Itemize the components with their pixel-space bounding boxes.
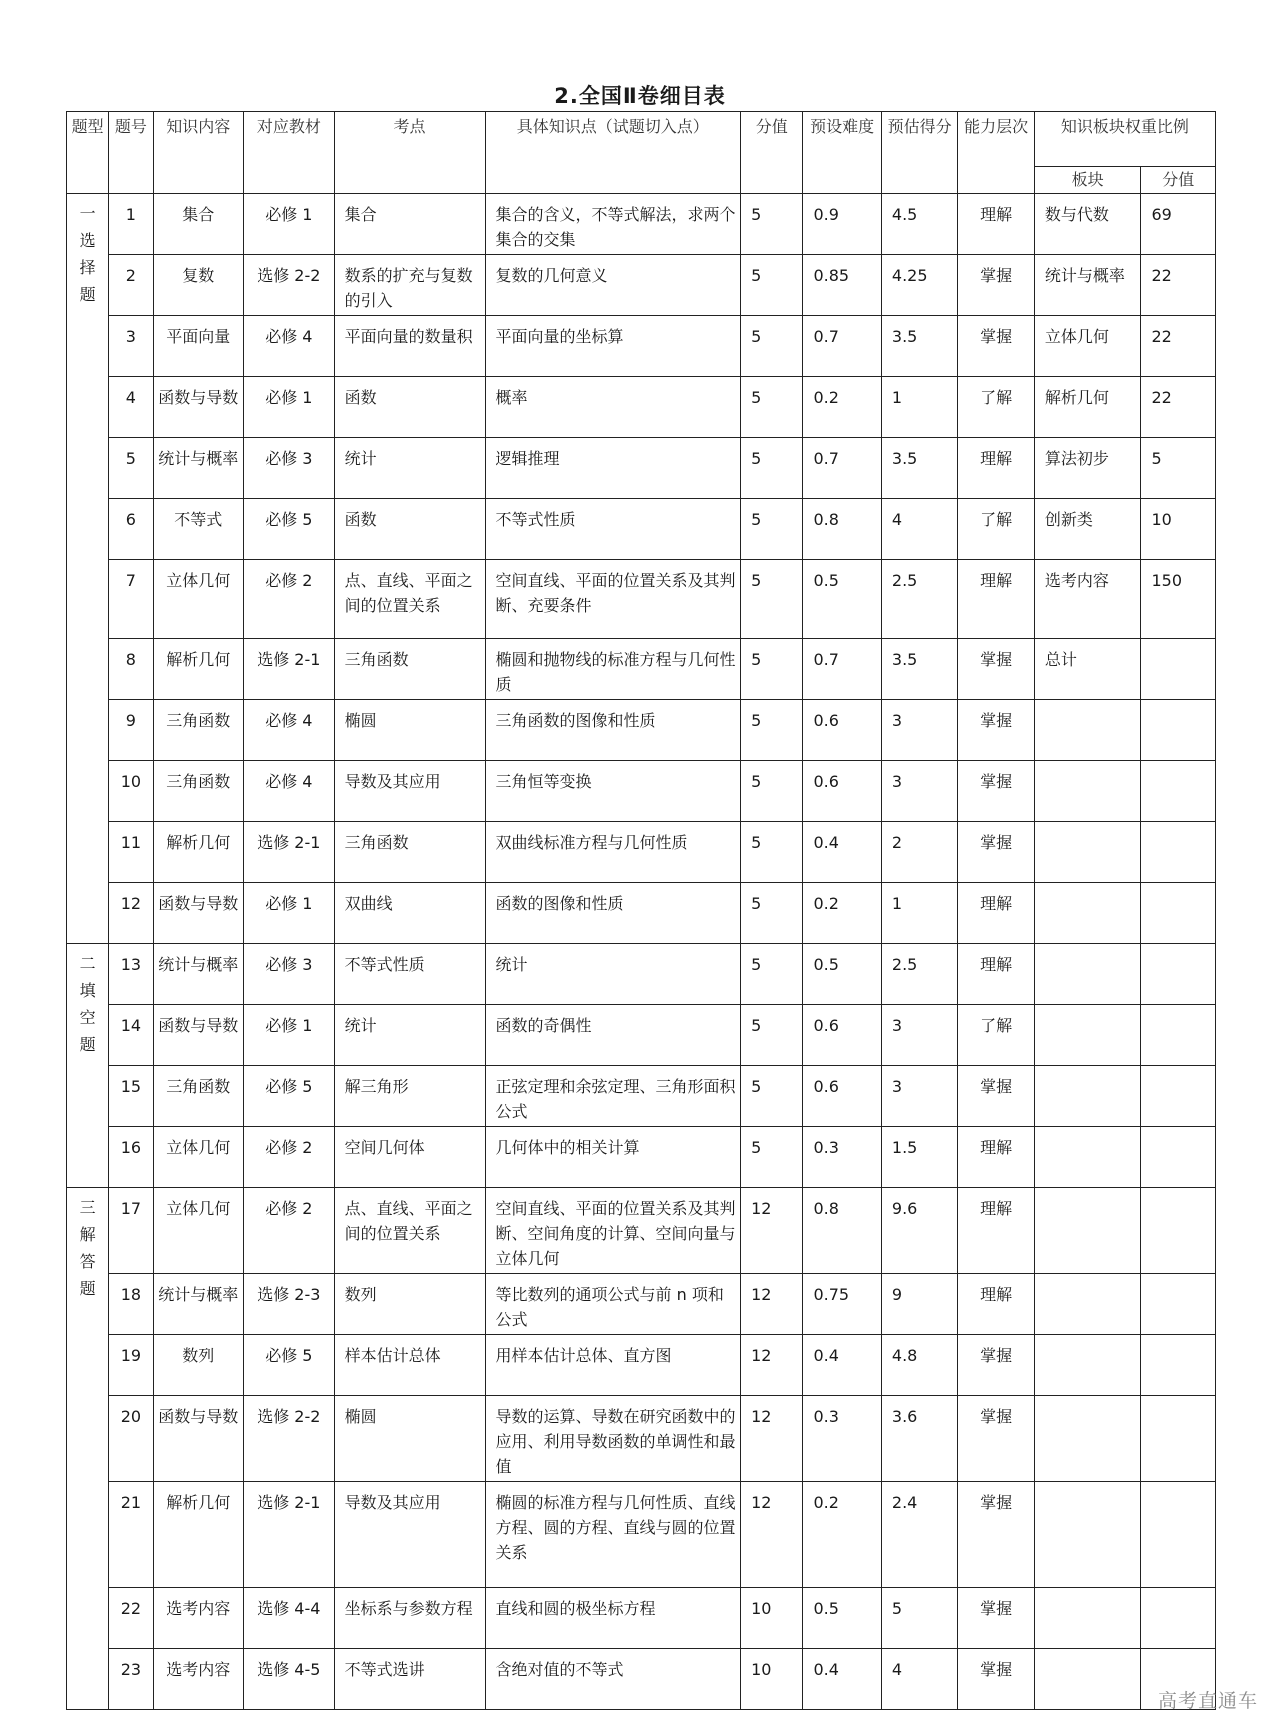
block-score-cell — [1141, 944, 1216, 1005]
ability-cell: 掌握 — [958, 700, 1034, 761]
textbook-cell: 必修 4 — [244, 316, 335, 377]
table-row — [67, 1066, 1216, 1127]
textbook-cell: 选修 2-1 — [244, 639, 335, 700]
block-cell — [1034, 1396, 1141, 1482]
question-number: 14 — [109, 1005, 153, 1066]
block-score-cell — [1141, 1127, 1216, 1188]
score-cell: 5 — [741, 944, 803, 1005]
expected-cell: 3 — [881, 700, 957, 761]
block-cell — [1034, 1274, 1141, 1335]
score-cell: 12 — [741, 1274, 803, 1335]
expected-cell: 4.8 — [881, 1335, 957, 1396]
difficulty-cell: 0.7 — [803, 639, 881, 700]
textbook-cell: 必修 3 — [244, 438, 335, 499]
knowledge-cell: 立体几何 — [153, 1127, 244, 1188]
block-cell: 统计与概率 — [1034, 255, 1141, 316]
block-score-cell — [1141, 1482, 1216, 1588]
textbook-cell: 选修 2-1 — [244, 1482, 335, 1588]
topic-cell: 样本估计总体 — [334, 1335, 485, 1396]
score-cell: 5 — [741, 255, 803, 316]
score-cell: 5 — [741, 1127, 803, 1188]
difficulty-cell: 0.2 — [803, 883, 881, 944]
block-score-cell: 22 — [1141, 377, 1216, 438]
textbook-cell: 必修 2 — [244, 1127, 335, 1188]
block-cell — [1034, 1482, 1141, 1588]
detail-cell: 复数的几何意义 — [485, 255, 741, 316]
block-score-cell — [1141, 1335, 1216, 1396]
header-block-score: 分值 — [1141, 167, 1216, 194]
question-number: 22 — [109, 1588, 153, 1649]
difficulty-cell: 0.5 — [803, 1588, 881, 1649]
topic-cell: 数系的扩充与复数的引入 — [334, 255, 485, 316]
topic-cell: 导数及其应用 — [334, 761, 485, 822]
ability-cell: 理解 — [958, 1274, 1034, 1335]
textbook-cell: 必修 1 — [244, 377, 335, 438]
table-row — [67, 1649, 1216, 1710]
block-score-cell: 10 — [1141, 499, 1216, 560]
exam-spec-table — [66, 111, 1216, 1710]
block-score-cell — [1141, 639, 1216, 700]
score-cell: 12 — [741, 1335, 803, 1396]
expected-cell: 2.5 — [881, 944, 957, 1005]
knowledge-cell: 统计与概率 — [153, 944, 244, 1005]
expected-cell: 2.4 — [881, 1482, 957, 1588]
section-answer: 三 解 答 题 — [67, 1188, 109, 1710]
block-score-cell — [1141, 822, 1216, 883]
topic-cell: 椭圆 — [334, 700, 485, 761]
block-score-cell: 150 — [1141, 560, 1216, 639]
expected-cell: 5 — [881, 1588, 957, 1649]
knowledge-cell: 解析几何 — [153, 639, 244, 700]
page-title: 2.全国Ⅱ卷细目表 — [554, 84, 726, 108]
block-cell — [1034, 1127, 1141, 1188]
detail-cell: 函数的奇偶性 — [485, 1005, 741, 1066]
table-row — [67, 1005, 1216, 1066]
knowledge-cell: 统计与概率 — [153, 438, 244, 499]
score-cell: 5 — [741, 883, 803, 944]
topic-cell: 统计 — [334, 438, 485, 499]
block-score-cell — [1141, 761, 1216, 822]
question-number: 10 — [109, 761, 153, 822]
question-number: 18 — [109, 1274, 153, 1335]
score-cell: 5 — [741, 560, 803, 639]
ability-cell: 理解 — [958, 438, 1034, 499]
block-cell: 总计 — [1034, 639, 1141, 700]
difficulty-cell: 0.75 — [803, 1274, 881, 1335]
textbook-cell: 必修 2 — [244, 560, 335, 639]
expected-cell: 1 — [881, 377, 957, 438]
block-cell: 创新类 — [1034, 499, 1141, 560]
expected-cell: 3 — [881, 761, 957, 822]
block-score-cell — [1141, 883, 1216, 944]
question-number: 21 — [109, 1482, 153, 1588]
ability-cell: 掌握 — [958, 1649, 1034, 1710]
expected-cell: 1 — [881, 883, 957, 944]
score-cell: 5 — [741, 761, 803, 822]
header-ability: 能力层次 — [958, 112, 1034, 194]
block-cell: 算法初步 — [1034, 438, 1141, 499]
score-cell: 5 — [741, 639, 803, 700]
score-cell: 5 — [741, 499, 803, 560]
question-number: 4 — [109, 377, 153, 438]
detail-cell: 三角恒等变换 — [485, 761, 741, 822]
expected-cell: 9.6 — [881, 1188, 957, 1274]
difficulty-cell: 0.6 — [803, 1005, 881, 1066]
knowledge-cell: 选考内容 — [153, 1588, 244, 1649]
ability-cell: 了解 — [958, 499, 1034, 560]
ability-cell: 掌握 — [958, 1066, 1034, 1127]
question-number: 17 — [109, 1188, 153, 1274]
block-score-cell — [1141, 1274, 1216, 1335]
ability-cell: 掌握 — [958, 316, 1034, 377]
knowledge-cell: 解析几何 — [153, 1482, 244, 1588]
difficulty-cell: 0.8 — [803, 1188, 881, 1274]
block-cell — [1034, 822, 1141, 883]
table-row — [67, 700, 1216, 761]
knowledge-cell: 函数与导数 — [153, 377, 244, 438]
question-number: 1 — [109, 194, 153, 255]
table-row — [67, 1188, 1216, 1274]
textbook-cell: 必修 4 — [244, 700, 335, 761]
textbook-cell: 选修 2-1 — [244, 822, 335, 883]
table-row — [67, 639, 1216, 700]
ability-cell: 了解 — [958, 377, 1034, 438]
expected-cell: 4 — [881, 1649, 957, 1710]
detail-cell: 椭圆的标准方程与几何性质、直线方程、圆的方程、直线与圆的位置关系 — [485, 1482, 741, 1588]
topic-cell: 三角函数 — [334, 822, 485, 883]
knowledge-cell: 集合 — [153, 194, 244, 255]
block-score-cell: 69 — [1141, 194, 1216, 255]
section-fill: 二 填 空 题 — [67, 944, 109, 1188]
topic-cell: 点、直线、平面之间的位置关系 — [334, 560, 485, 639]
question-number: 2 — [109, 255, 153, 316]
detail-cell: 不等式性质 — [485, 499, 741, 560]
block-cell: 解析几何 — [1034, 377, 1141, 438]
block-cell — [1034, 1588, 1141, 1649]
textbook-cell: 必修 5 — [244, 1066, 335, 1127]
knowledge-cell: 解析几何 — [153, 822, 244, 883]
table-row — [67, 1335, 1216, 1396]
header-topic: 考点 — [334, 112, 485, 194]
topic-cell: 函数 — [334, 377, 485, 438]
knowledge-cell: 选考内容 — [153, 1649, 244, 1710]
table-row — [67, 438, 1216, 499]
table-row — [67, 499, 1216, 560]
detail-cell: 空间直线、平面的位置关系及其判断、充要条件 — [485, 560, 741, 639]
expected-cell: 4.25 — [881, 255, 957, 316]
score-cell: 5 — [741, 438, 803, 499]
ability-cell: 理解 — [958, 944, 1034, 1005]
header-weight: 知识板块权重比例 — [1034, 112, 1215, 167]
difficulty-cell: 0.6 — [803, 1066, 881, 1127]
question-number: 11 — [109, 822, 153, 883]
block-cell — [1034, 1335, 1141, 1396]
question-number: 8 — [109, 639, 153, 700]
expected-cell: 2.5 — [881, 560, 957, 639]
header-knowledge: 知识内容 — [153, 112, 244, 194]
ability-cell: 掌握 — [958, 255, 1034, 316]
ability-cell: 掌握 — [958, 1588, 1034, 1649]
question-number: 13 — [109, 944, 153, 1005]
difficulty-cell: 0.2 — [803, 1482, 881, 1588]
block-score-cell — [1141, 1188, 1216, 1274]
difficulty-cell: 0.3 — [803, 1127, 881, 1188]
topic-cell: 不等式选讲 — [334, 1649, 485, 1710]
header-textbook: 对应教材 — [244, 112, 335, 194]
block-cell: 选考内容 — [1034, 560, 1141, 639]
textbook-cell: 必修 4 — [244, 761, 335, 822]
topic-cell: 椭圆 — [334, 1396, 485, 1482]
block-score-cell — [1141, 700, 1216, 761]
block-score-cell: 5 — [1141, 438, 1216, 499]
block-cell — [1034, 883, 1141, 944]
block-cell — [1034, 944, 1141, 1005]
header-detail: 具体知识点（试题切入点） — [485, 112, 741, 194]
score-cell: 12 — [741, 1188, 803, 1274]
table-row — [67, 377, 1216, 438]
table-row — [67, 1274, 1216, 1335]
expected-cell: 3 — [881, 1005, 957, 1066]
score-cell: 5 — [741, 194, 803, 255]
header-difficulty: 预设难度 — [803, 112, 881, 194]
difficulty-cell: 0.5 — [803, 944, 881, 1005]
header-expected: 预估得分 — [881, 112, 957, 194]
score-cell: 10 — [741, 1588, 803, 1649]
expected-cell: 4.5 — [881, 194, 957, 255]
table-row — [67, 194, 1216, 255]
question-number: 9 — [109, 700, 153, 761]
table-row — [67, 883, 1216, 944]
expected-cell: 2 — [881, 822, 957, 883]
detail-cell: 直线和圆的极坐标方程 — [485, 1588, 741, 1649]
ability-cell: 理解 — [958, 883, 1034, 944]
question-number: 16 — [109, 1127, 153, 1188]
score-cell: 12 — [741, 1482, 803, 1588]
difficulty-cell: 0.3 — [803, 1396, 881, 1482]
expected-cell: 3 — [881, 1066, 957, 1127]
topic-cell: 三角函数 — [334, 639, 485, 700]
difficulty-cell: 0.4 — [803, 822, 881, 883]
topic-cell: 导数及其应用 — [334, 1482, 485, 1588]
difficulty-cell: 0.6 — [803, 761, 881, 822]
knowledge-cell: 函数与导数 — [153, 1005, 244, 1066]
topic-cell: 坐标系与参数方程 — [334, 1588, 485, 1649]
block-score-cell — [1141, 1005, 1216, 1066]
score-cell: 5 — [741, 1066, 803, 1127]
block-cell — [1034, 1188, 1141, 1274]
expected-cell: 4 — [881, 499, 957, 560]
question-number: 23 — [109, 1649, 153, 1710]
difficulty-cell: 0.85 — [803, 255, 881, 316]
score-cell: 5 — [741, 377, 803, 438]
detail-cell: 几何体中的相关计算 — [485, 1127, 741, 1188]
ability-cell: 理解 — [958, 1127, 1034, 1188]
difficulty-cell: 0.2 — [803, 377, 881, 438]
table-row — [67, 316, 1216, 377]
detail-cell: 三角函数的图像和性质 — [485, 700, 741, 761]
score-cell: 5 — [741, 700, 803, 761]
topic-cell: 不等式性质 — [334, 944, 485, 1005]
textbook-cell: 必修 5 — [244, 1335, 335, 1396]
detail-cell: 概率 — [485, 377, 741, 438]
detail-cell: 等比数列的通项公式与前 n 项和公式 — [485, 1274, 741, 1335]
table-row — [67, 1482, 1216, 1588]
detail-cell: 函数的图像和性质 — [485, 883, 741, 944]
question-number: 12 — [109, 883, 153, 944]
textbook-cell: 选修 4-4 — [244, 1588, 335, 1649]
question-number: 6 — [109, 499, 153, 560]
difficulty-cell: 0.5 — [803, 560, 881, 639]
table-row — [67, 1127, 1216, 1188]
score-cell: 5 — [741, 822, 803, 883]
knowledge-cell: 三角函数 — [153, 700, 244, 761]
expected-cell: 3.5 — [881, 639, 957, 700]
ability-cell: 了解 — [958, 1005, 1034, 1066]
score-cell: 10 — [741, 1649, 803, 1710]
topic-cell: 集合 — [334, 194, 485, 255]
block-cell: 立体几何 — [1034, 316, 1141, 377]
detail-cell: 集合的含义，不等式解法，求两个集合的交集 — [485, 194, 741, 255]
block-score-cell: 22 — [1141, 316, 1216, 377]
knowledge-cell: 平面向量 — [153, 316, 244, 377]
question-number: 20 — [109, 1396, 153, 1482]
difficulty-cell: 0.9 — [803, 194, 881, 255]
textbook-cell: 选修 4-5 — [244, 1649, 335, 1710]
detail-cell: 统计 — [485, 944, 741, 1005]
block-score-cell — [1141, 1588, 1216, 1649]
ability-cell: 掌握 — [958, 761, 1034, 822]
table-row — [67, 761, 1216, 822]
difficulty-cell: 0.7 — [803, 438, 881, 499]
textbook-cell: 必修 1 — [244, 194, 335, 255]
textbook-cell: 必修 1 — [244, 883, 335, 944]
block-cell — [1034, 761, 1141, 822]
header-block: 板块 — [1034, 167, 1141, 194]
ability-cell: 掌握 — [958, 1482, 1034, 1588]
expected-cell: 3.6 — [881, 1396, 957, 1482]
detail-cell: 导数的运算、导数在研究函数中的应用、利用导数函数的单调性和最值 — [485, 1396, 741, 1482]
expected-cell: 9 — [881, 1274, 957, 1335]
textbook-cell: 必修 5 — [244, 499, 335, 560]
block-cell — [1034, 700, 1141, 761]
score-cell: 12 — [741, 1396, 803, 1482]
ability-cell: 掌握 — [958, 1335, 1034, 1396]
difficulty-cell: 0.6 — [803, 700, 881, 761]
topic-cell: 统计 — [334, 1005, 485, 1066]
section-choice: 一 选 择 题 — [67, 194, 109, 944]
expected-cell: 1.5 — [881, 1127, 957, 1188]
detail-cell: 空间直线、平面的位置关系及其判断、空间角度的计算、空间向量与立体几何 — [485, 1188, 741, 1274]
ability-cell: 掌握 — [958, 1396, 1034, 1482]
topic-cell: 平面向量的数量积 — [334, 316, 485, 377]
knowledge-cell: 复数 — [153, 255, 244, 316]
question-number: 3 — [109, 316, 153, 377]
detail-cell: 平面向量的坐标算 — [485, 316, 741, 377]
block-cell — [1034, 1005, 1141, 1066]
ability-cell: 理解 — [958, 560, 1034, 639]
table-row — [67, 944, 1216, 1005]
knowledge-cell: 数列 — [153, 1335, 244, 1396]
block-score-cell: 22 — [1141, 255, 1216, 316]
topic-cell: 双曲线 — [334, 883, 485, 944]
detail-cell: 双曲线标准方程与几何性质 — [485, 822, 741, 883]
ability-cell: 理解 — [958, 194, 1034, 255]
question-number: 15 — [109, 1066, 153, 1127]
expected-cell: 3.5 — [881, 438, 957, 499]
ability-cell: 掌握 — [958, 822, 1034, 883]
table-row — [67, 560, 1216, 639]
difficulty-cell: 0.8 — [803, 499, 881, 560]
textbook-cell: 选修 2-2 — [244, 1396, 335, 1482]
textbook-cell: 选修 2-2 — [244, 255, 335, 316]
textbook-cell: 选修 2-3 — [244, 1274, 335, 1335]
topic-cell: 解三角形 — [334, 1066, 485, 1127]
knowledge-cell: 不等式 — [153, 499, 244, 560]
topic-cell: 点、直线、平面之间的位置关系 — [334, 1188, 485, 1274]
ability-cell: 理解 — [958, 1188, 1034, 1274]
textbook-cell: 必修 2 — [244, 1188, 335, 1274]
block-score-cell — [1141, 1396, 1216, 1482]
table-row — [67, 255, 1216, 316]
score-cell: 5 — [741, 316, 803, 377]
knowledge-cell: 三角函数 — [153, 761, 244, 822]
detail-cell: 用样本估计总体、直方图 — [485, 1335, 741, 1396]
header-number: 题号 — [109, 112, 153, 194]
textbook-cell: 必修 1 — [244, 1005, 335, 1066]
block-score-cell — [1141, 1066, 1216, 1127]
block-cell: 数与代数 — [1034, 194, 1141, 255]
table-row — [67, 822, 1216, 883]
topic-cell: 数列 — [334, 1274, 485, 1335]
header-type: 题型 — [67, 112, 109, 194]
knowledge-cell: 统计与概率 — [153, 1274, 244, 1335]
difficulty-cell: 0.7 — [803, 316, 881, 377]
question-number: 5 — [109, 438, 153, 499]
topic-cell: 空间几何体 — [334, 1127, 485, 1188]
textbook-cell: 必修 3 — [244, 944, 335, 1005]
difficulty-cell: 0.4 — [803, 1649, 881, 1710]
detail-cell: 含绝对值的不等式 — [485, 1649, 741, 1710]
question-number: 19 — [109, 1335, 153, 1396]
knowledge-cell: 立体几何 — [153, 560, 244, 639]
topic-cell: 函数 — [334, 499, 485, 560]
detail-cell: 椭圆和抛物线的标准方程与几何性质 — [485, 639, 741, 700]
detail-cell: 逻辑推理 — [485, 438, 741, 499]
question-number: 7 — [109, 560, 153, 639]
knowledge-cell: 函数与导数 — [153, 883, 244, 944]
table-row — [67, 1396, 1216, 1482]
expected-cell: 3.5 — [881, 316, 957, 377]
table-row — [67, 1588, 1216, 1649]
knowledge-cell: 三角函数 — [153, 1066, 244, 1127]
knowledge-cell: 函数与导数 — [153, 1396, 244, 1482]
score-cell: 5 — [741, 1005, 803, 1066]
header-score: 分值 — [741, 112, 803, 194]
block-cell — [1034, 1066, 1141, 1127]
detail-cell: 正弦定理和余弦定理、三角形面积公式 — [485, 1066, 741, 1127]
watermark: 高考直通车 — [1157, 1690, 1258, 1712]
ability-cell: 掌握 — [958, 639, 1034, 700]
block-cell — [1034, 1649, 1141, 1710]
difficulty-cell: 0.4 — [803, 1335, 881, 1396]
knowledge-cell: 立体几何 — [153, 1188, 244, 1274]
